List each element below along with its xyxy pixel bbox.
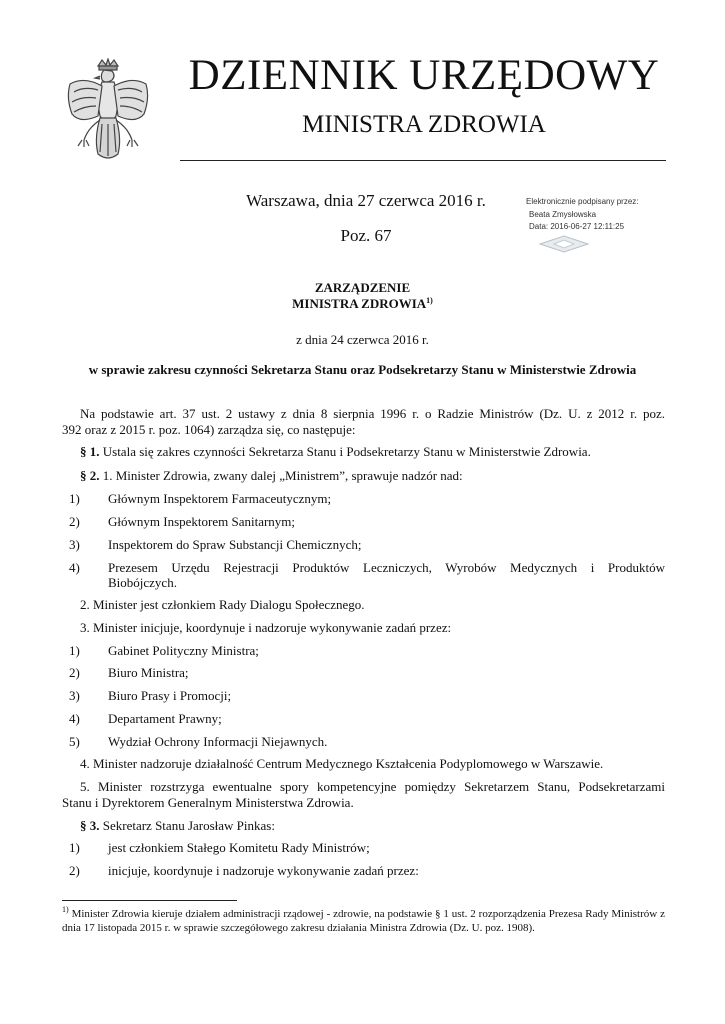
section-2-paragraph-3: 3. Minister inicjuje, koordynuje i nadzoruje wykonywanie zadań przez: xyxy=(80,620,452,635)
preamble-line-1: Na podstawie art. 37 ust. 2 ustawy z dnia 8 sierpnia 1996 r. o Radzie Ministrów (Dz. U. z 2012 r. poz. xyxy=(80,406,665,421)
section-2-paragraph-2: 2. Minister jest członkiem Rady Dialogu Społecznego. xyxy=(80,597,365,612)
signer-name: Beata Zmysłowska xyxy=(529,209,597,219)
section-1 xyxy=(80,444,665,460)
footnote-divider xyxy=(62,900,237,901)
section-2-text: 1. Minister Zdrowia, zwany dalej „Ministrem”, sprawuje nadzór nad: xyxy=(99,468,463,483)
signature-stamp-icon xyxy=(538,234,590,254)
footnote-mark: 1) xyxy=(62,905,69,914)
section-3-text: Sekretarz Stanu Jarosław Pinkas: xyxy=(99,818,275,833)
section-2-paragraph-4: 4. Minister nadzoruje działalność Centrum Medycznego Kształcenia Podyplomowego w Warszawie. xyxy=(80,756,604,771)
header-divider xyxy=(180,160,666,161)
act-date: z dnia 24 czerwca 2016 r. xyxy=(296,332,429,347)
position-number: Poz. 67 xyxy=(340,226,392,245)
section-1-mark: § 1. xyxy=(80,444,100,459)
section-2 xyxy=(80,468,665,484)
signature-date: Data: 2016-06-27 12:11:25 xyxy=(529,222,625,231)
footnote xyxy=(62,907,665,935)
section-3-mark: § 3. xyxy=(80,818,100,833)
journal-subtitle: MINISTRA ZDROWIA xyxy=(302,111,546,138)
signature-label: Elektronicznie podpisany przez: xyxy=(526,197,639,206)
preamble-line-2: 392 oraz z 2015 r. poz. 1064) zarządza się, co następuje: xyxy=(62,422,356,437)
journal-title: DZIENNIK URZĘDOWY xyxy=(188,52,660,99)
section-2-mark: § 2. xyxy=(80,468,100,483)
act-issuer: MINISTRA ZDROWIA$^{1)}$ xyxy=(292,296,433,311)
electronic-signature xyxy=(526,196,646,234)
footnote-text: Minister Zdrowia kieruje działem administracji rządowej - zdrowie, na podstawie § 1 ust. 2 rozporządzenia Prezesa Rady Ministrów z dnia 17 listopada 2015 r. w sprawie szczegółowego zakresu działania Ministra Zdrowia (Dz. U. poz. 1908). xyxy=(62,908,665,934)
section-2-paragraph-5-line-2: Stanu i Dyrektorem Generalnym Ministerstwa Zdrowia. xyxy=(62,795,354,810)
footnote-ref: 1) xyxy=(426,296,433,305)
section-2-paragraph-5-line-1: 5. Minister rozstrzyga ewentualne spory kompetencyjne pomiędzy Sekretarzem Stanu, Podsekretarzami xyxy=(80,779,665,794)
act-type: ZARZĄDZENIE xyxy=(314,280,411,295)
eagle-emblem-icon xyxy=(62,58,154,166)
section-3 xyxy=(80,818,665,834)
act-subject: w sprawie zakresu czynności Sekretarza Stanu oraz Podsekretarzy Stanu w Ministerstwie Zdrowia xyxy=(88,362,637,377)
section-1-text: Ustala się zakres czynności Sekretarza Stanu i Podsekretarzy Stanu w Ministerstwie Zdrowia. xyxy=(99,444,591,459)
issue-date: Warszawa, dnia 27 czerwca 2016 r. xyxy=(246,191,486,210)
